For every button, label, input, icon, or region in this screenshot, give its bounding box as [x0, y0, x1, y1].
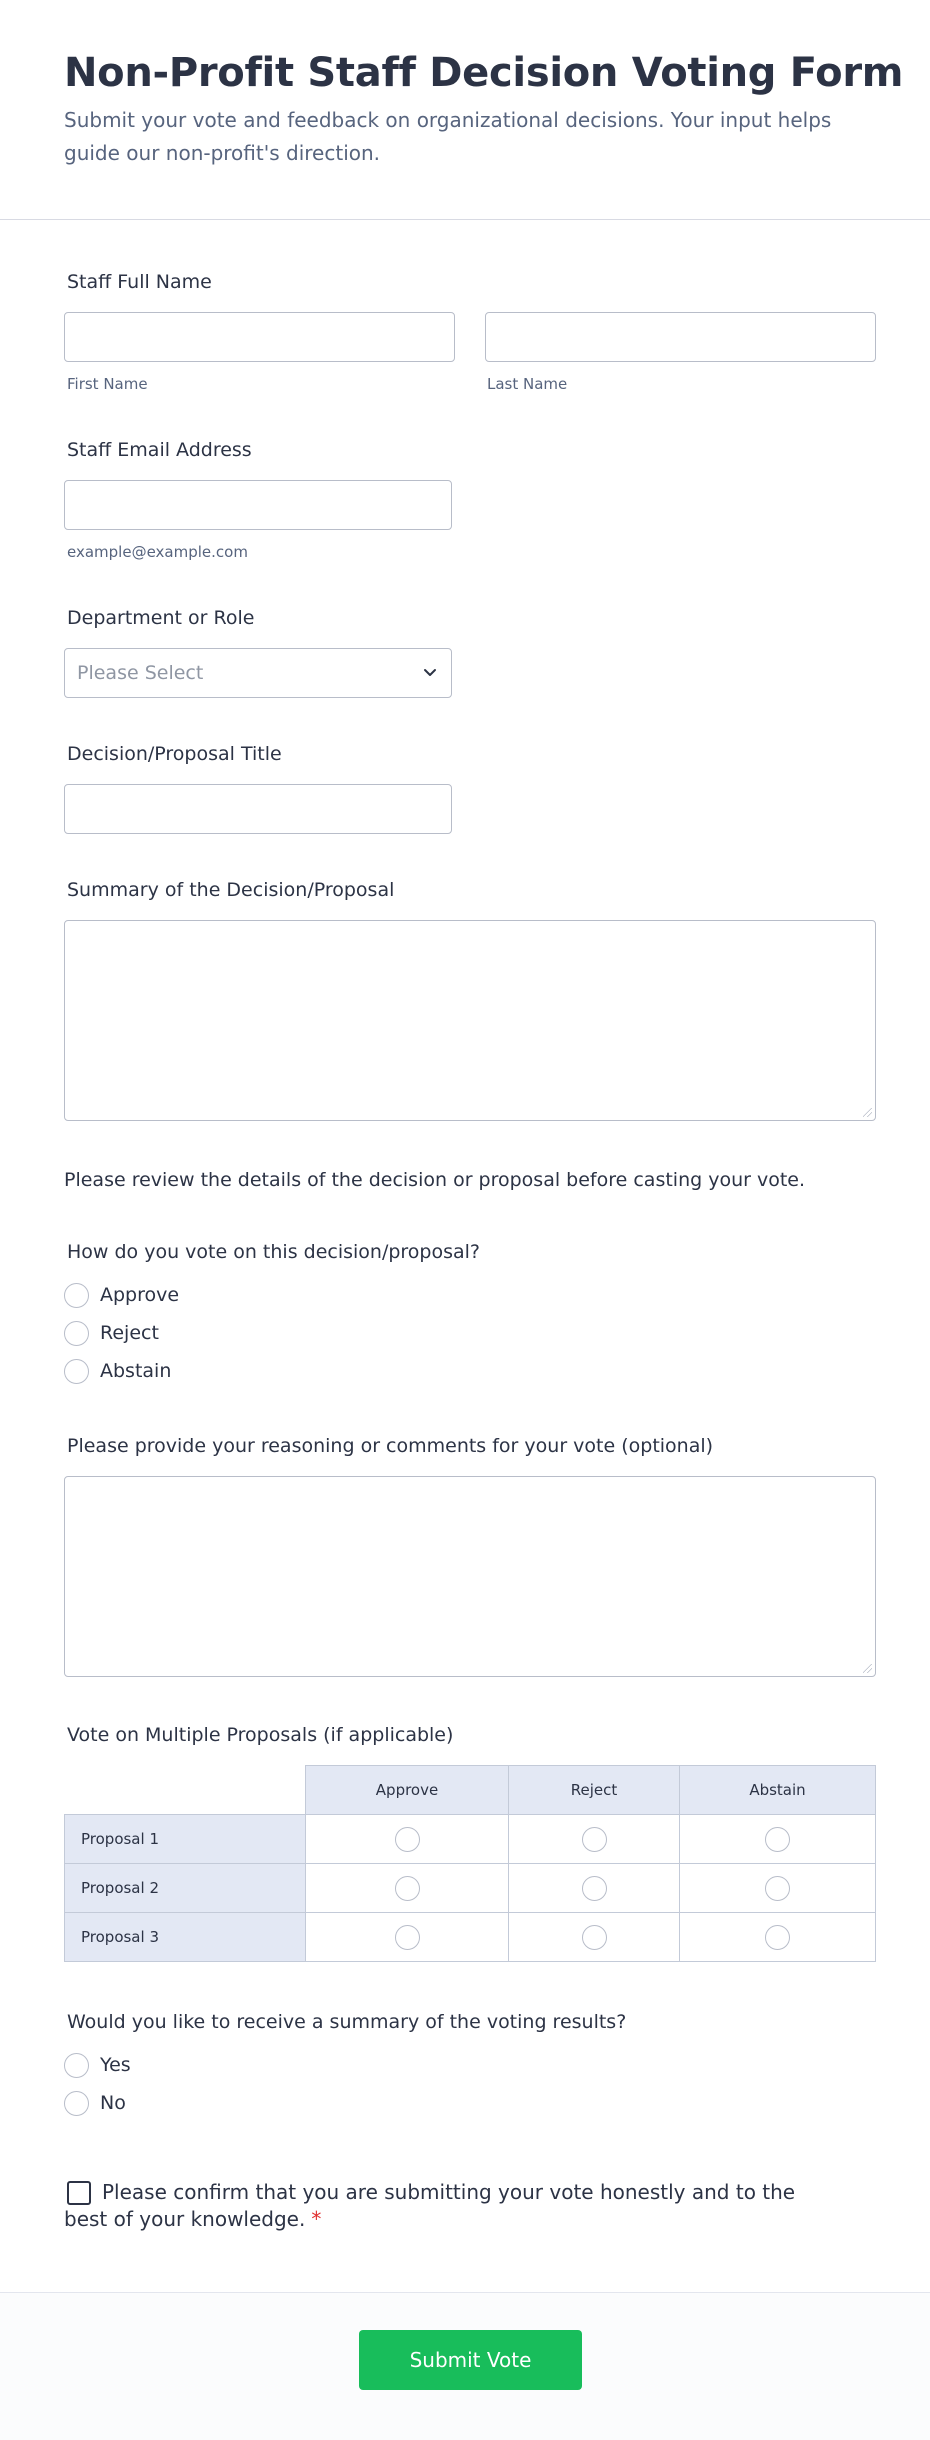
department-select[interactable] — [64, 648, 452, 698]
radio-button[interactable] — [395, 1876, 420, 1901]
vote-option-label: Abstain — [100, 1360, 172, 1382]
form-subtitle: Submit your vote and feedback on organizational decisions. Your input helps guide our non-profit's direction. — [64, 108, 832, 165]
required-asterisk: * — [311, 2207, 322, 2231]
confirm-label-line2 — [64, 2207, 321, 2231]
resize-handle-icon[interactable] — [863, 1664, 872, 1673]
summary-label: Summary of the Decision/Proposal — [67, 879, 395, 901]
form-header — [0, 0, 930, 220]
review-note: Please review the details of the decision or proposal before casting your vote. — [64, 1169, 806, 1191]
last-name-sublabel: Last Name — [487, 375, 568, 393]
matrix-cell-p3-reject[interactable] — [508, 1912, 680, 1962]
comments-textarea[interactable] — [64, 1476, 876, 1677]
radio-button[interactable] — [64, 1321, 89, 1346]
matrix-row-label: Proposal 2 — [64, 1863, 306, 1913]
first-name-input[interactable] — [64, 312, 455, 362]
radio-button[interactable] — [765, 1827, 790, 1852]
matrix-cell-p2-abstain[interactable] — [679, 1863, 876, 1913]
email-input[interactable] — [64, 480, 452, 530]
matrix-row-label: Proposal 3 — [64, 1912, 306, 1962]
radio-button[interactable] — [582, 1827, 607, 1852]
radio-button[interactable] — [582, 1925, 607, 1950]
chevron-down-icon — [421, 663, 439, 681]
comments-label: Please provide your reasoning or comments for your vote (optional) — [67, 1435, 714, 1457]
vote-question-label: How do you vote on this decision/proposal? — [67, 1241, 481, 1263]
results-question-label: Would you like to receive a summary of the voting results? — [67, 2011, 627, 2033]
matrix-row-label: Proposal 1 — [64, 1814, 306, 1864]
confirm-checkbox[interactable] — [67, 2181, 91, 2205]
results-option-label: Yes — [100, 2054, 131, 2076]
radio-button[interactable] — [64, 1283, 89, 1308]
matrix-cell-p3-approve[interactable] — [305, 1912, 509, 1962]
last-name-input[interactable] — [485, 312, 876, 362]
vote-option-label: Reject — [100, 1322, 159, 1344]
matrix-cell-p2-reject[interactable] — [508, 1863, 680, 1913]
matrix-column-abstain: Abstain — [679, 1765, 876, 1815]
confirm-label-line1: Please confirm that you are submitting your vote honestly and to the — [102, 2180, 796, 2204]
summary-textarea[interactable] — [64, 920, 876, 1121]
matrix-cell-p1-reject[interactable] — [508, 1814, 680, 1864]
proposal-title-input[interactable] — [64, 784, 452, 834]
first-name-sublabel: First Name — [67, 375, 148, 393]
department-placeholder: Please Select — [77, 662, 204, 684]
radio-button[interactable] — [64, 1359, 89, 1384]
radio-button[interactable] — [64, 2091, 89, 2116]
matrix-column-approve: Approve — [305, 1765, 509, 1815]
full-name-label: Staff Full Name — [67, 271, 212, 293]
radio-button[interactable] — [765, 1876, 790, 1901]
proposal-title-label: Decision/Proposal Title — [67, 743, 282, 765]
submit-vote-button[interactable]: Submit Vote — [359, 2330, 582, 2390]
matrix-label: Vote on Multiple Proposals (if applicable) — [67, 1724, 454, 1746]
radio-button[interactable] — [64, 2053, 89, 2078]
matrix-cell-p1-approve[interactable] — [305, 1814, 509, 1864]
radio-button[interactable] — [765, 1925, 790, 1950]
email-sublabel: example@example.com — [67, 543, 248, 561]
department-label: Department or Role — [67, 607, 255, 629]
results-option-label: No — [100, 2092, 126, 2114]
radio-button[interactable] — [395, 1827, 420, 1852]
email-label: Staff Email Address — [67, 439, 252, 461]
matrix-cell-p3-abstain[interactable] — [679, 1912, 876, 1962]
form-title: Non-Profit Staff Decision Voting Form — [64, 50, 904, 96]
proposal-matrix — [64, 1765, 876, 1964]
resize-handle-icon[interactable] — [863, 1108, 872, 1117]
confirm-label-text: best of your knowledge. — [64, 2207, 306, 2231]
vote-option-label: Approve — [100, 1284, 180, 1306]
radio-button[interactable] — [395, 1925, 420, 1950]
matrix-cell-p1-abstain[interactable] — [679, 1814, 876, 1864]
radio-button[interactable] — [582, 1876, 607, 1901]
matrix-column-reject: Reject — [508, 1765, 680, 1815]
matrix-cell-p2-approve[interactable] — [305, 1863, 509, 1913]
